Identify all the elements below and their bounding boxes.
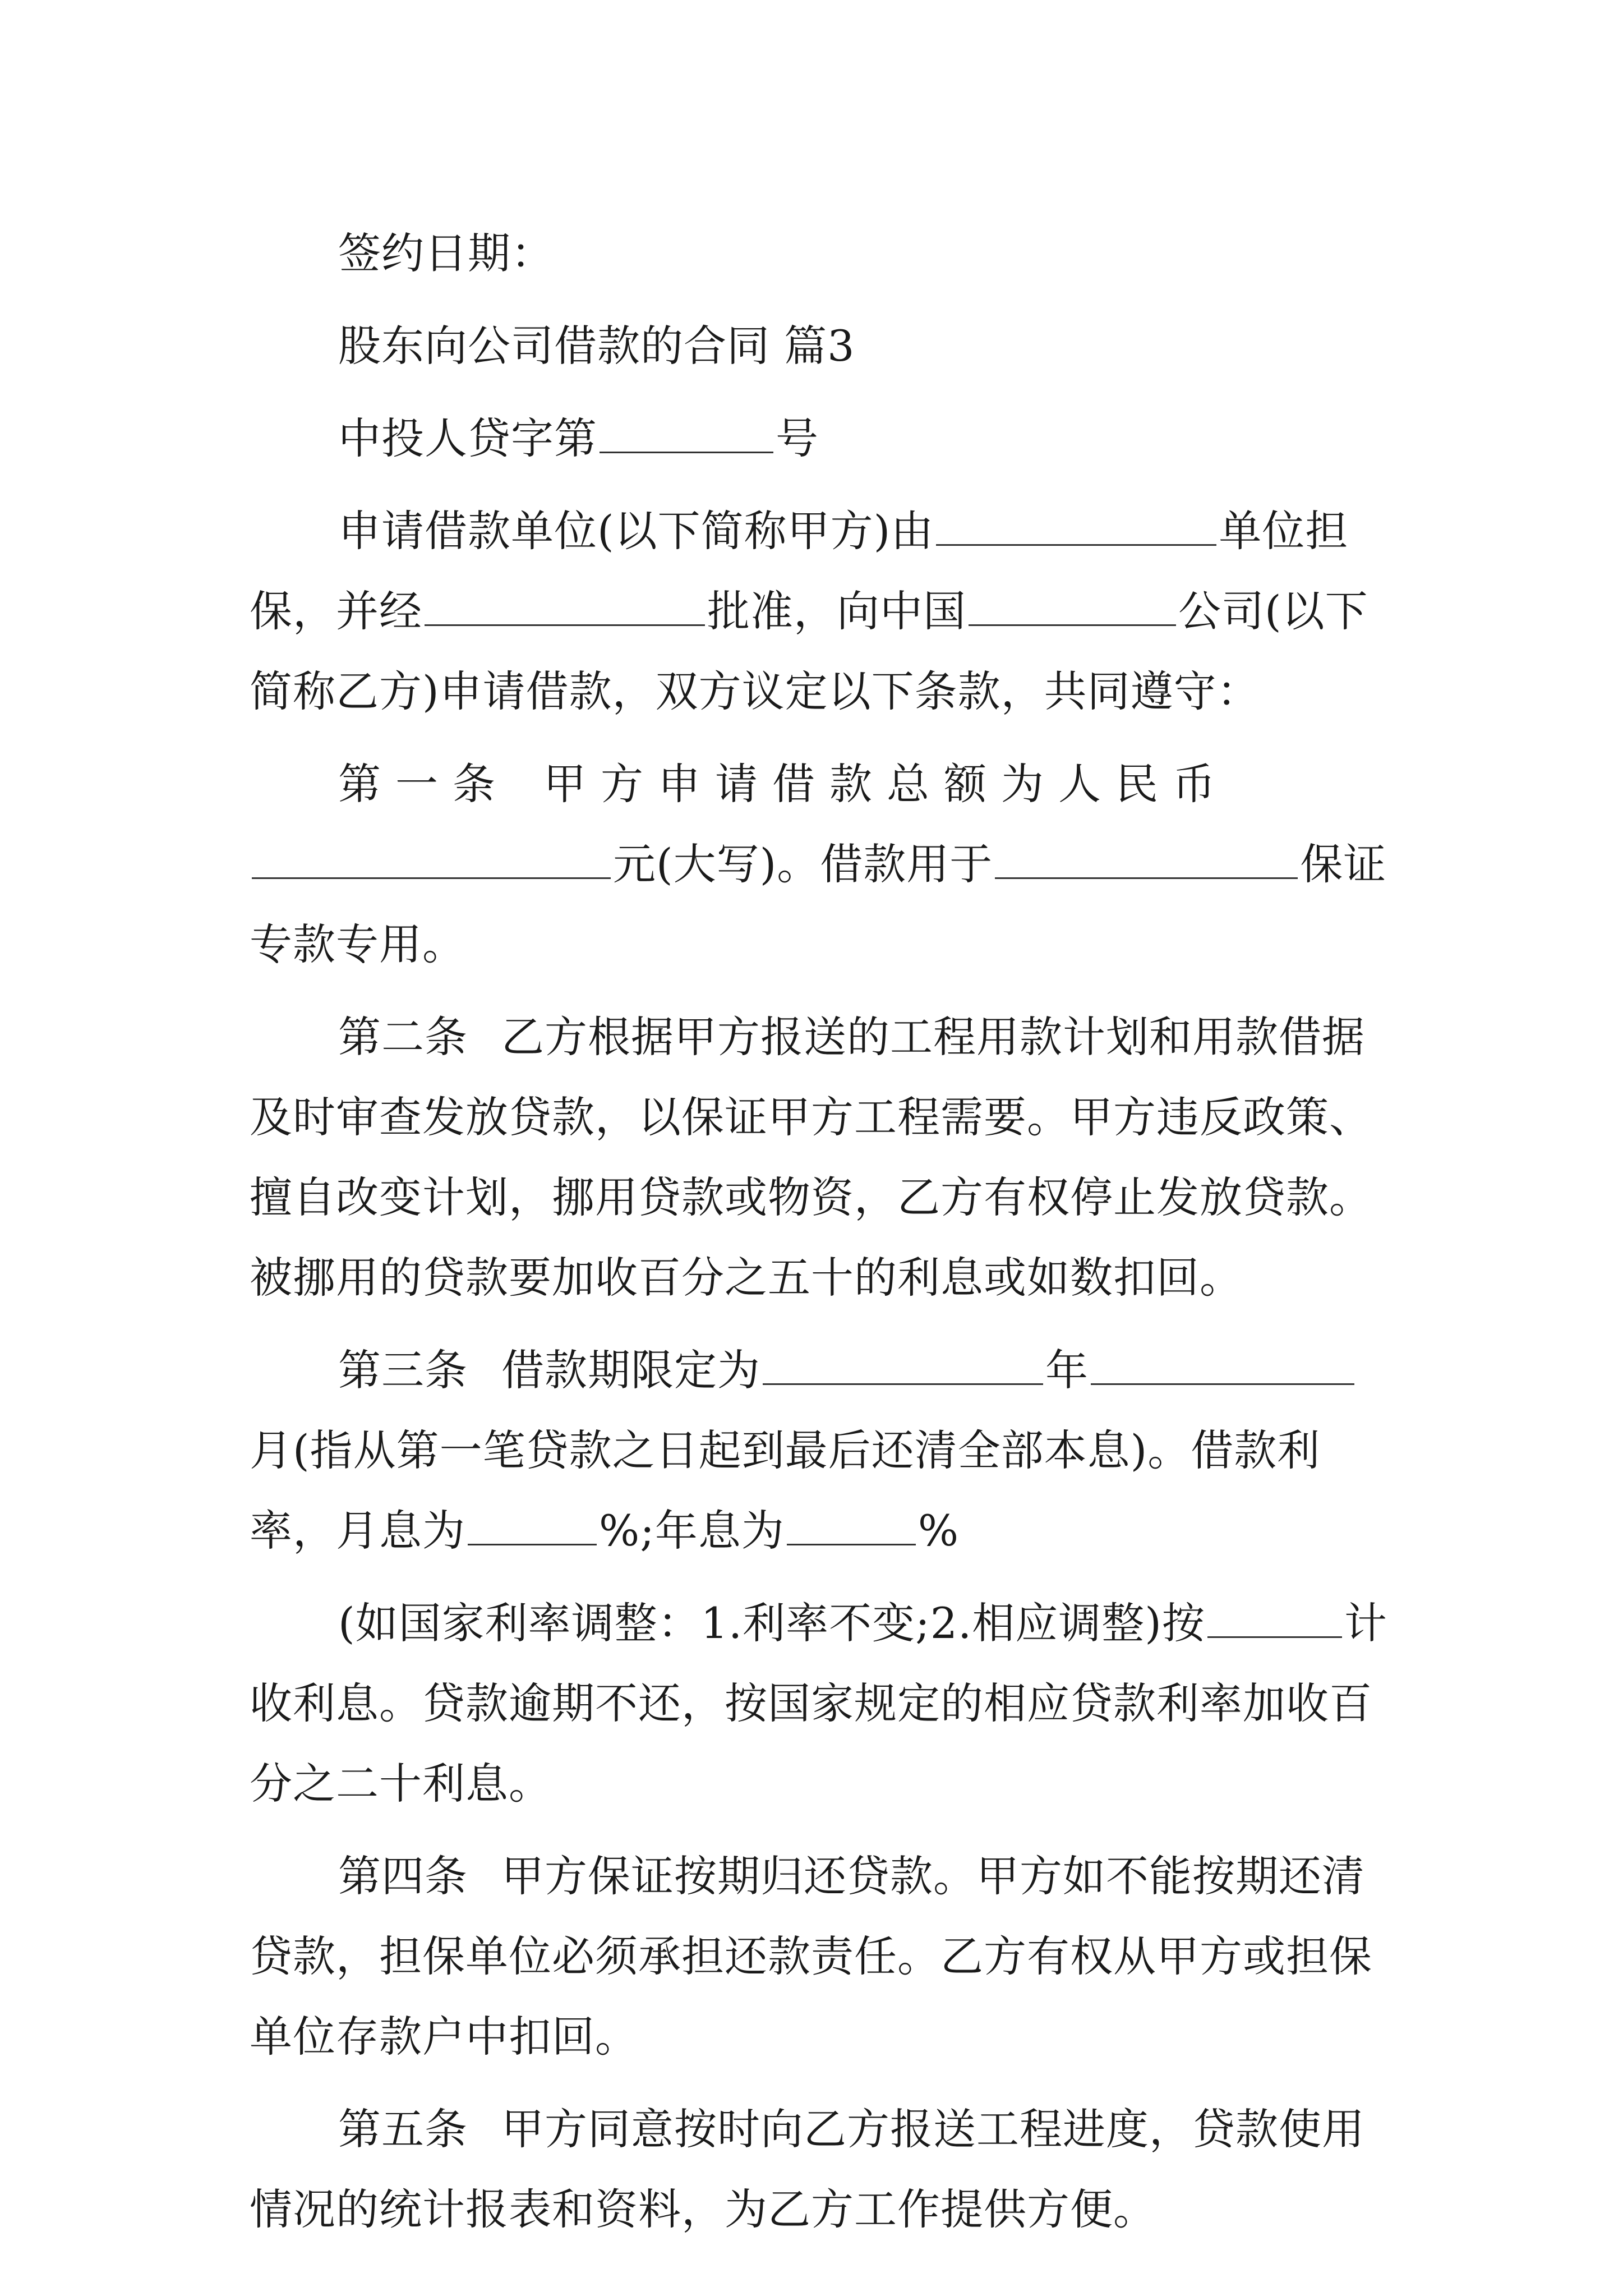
article-3-text-3: 月(指从第一笔贷款之日起到最后还清全部本息)。借款利率，月息为 [250, 1425, 1321, 1556]
intro-paragraph [250, 491, 1388, 731]
article-2-label: 第二条 [338, 1012, 468, 1062]
loan-purpose-blank[interactable] [995, 841, 1298, 879]
article-3-text-4: %;年息为 [599, 1506, 785, 1556]
term-years-blank[interactable] [763, 1347, 1043, 1385]
article-4-label: 第四条 [338, 1851, 468, 1901]
intro-text-3: 批准，向中国 [707, 586, 966, 636]
intro-text-1: 申请借款单位(以下简称甲方)由 [338, 506, 934, 556]
loan-amount-blank[interactable] [252, 841, 611, 879]
ref-number-blank[interactable] [600, 416, 773, 453]
article-3-label: 第三条 [338, 1345, 468, 1395]
article-2 [250, 997, 1388, 1318]
article-3-text-1: 借款期限定为 [501, 1345, 760, 1395]
article-4 [250, 1836, 1388, 2077]
article-1-text-1: 甲方申请借款总额为人民币 [543, 759, 1230, 809]
article-3-text-5: % [917, 1506, 960, 1556]
article-5 [250, 2089, 1388, 2249]
article-5-label: 第五条 [338, 2104, 468, 2154]
document-title [250, 306, 1388, 386]
article-4-text: 甲方保证按期归还贷款。甲方如不能按期还清贷款，担保单位必须承担还款责任。乙方有权从甲方或担保单位存款户中扣回。 [250, 1851, 1372, 2062]
sign-date-label: 签约日期： [338, 228, 554, 278]
article-1 [250, 744, 1388, 984]
monthly-rate-blank[interactable] [468, 1508, 597, 1545]
article-1-text-3: 保证专款专用。 [250, 839, 1387, 969]
approver-blank[interactable] [425, 588, 705, 626]
article-1-label: 第一条 [338, 759, 510, 809]
article-3-text-7: 计收利息。贷款逾期不还，按国家规定的相应贷款利率加收百分之二十利息。 [250, 1598, 1387, 1809]
article-1-text-2: 元(大写)。借款用于 [613, 839, 993, 889]
intro-text-4: 公司(以下简称乙方)申请借款，双方议定以下条款，共同遵守： [250, 586, 1368, 716]
article-3 [250, 1330, 1388, 1571]
guarantor-blank[interactable] [936, 508, 1216, 546]
term-months-blank[interactable] [1091, 1347, 1354, 1385]
title-text: 股东向公司借款的合同 篇3 [338, 321, 855, 371]
article-3-continued [250, 1583, 1388, 1824]
lender-company-blank[interactable] [969, 588, 1176, 626]
ref-suffix: 号 [776, 413, 819, 463]
sign-date-line [250, 213, 1388, 293]
article-3-text-6: (如国家利率调整：1.利率不变;2.相应调整)按 [338, 1598, 1205, 1648]
article-2-text: 乙方根据甲方报送的工程用款计划和用款借据及时审查发放贷款，以保证甲方工程需要。甲方违反政策、擅自改变计划，挪用贷款或物资，乙方有权停止发放贷款。被挪用的贷款要加收百分之五十的利息或如数扣回。 [250, 1012, 1372, 1303]
article-3-text-2: 年 [1045, 1345, 1089, 1395]
ref-prefix: 中投人贷字第 [338, 413, 597, 463]
article-5-text: 甲方同意按时向乙方报送工程进度，贷款使用情况的统计报表和资料，为乙方工作提供方便。 [250, 2104, 1365, 2234]
intro-text-2: 单位担保，并经 [250, 506, 1349, 636]
document-body [250, 213, 1388, 2262]
annual-rate-blank[interactable] [787, 1508, 916, 1545]
reference-number-line [250, 398, 1388, 478]
interest-method-blank[interactable] [1207, 1600, 1342, 1638]
